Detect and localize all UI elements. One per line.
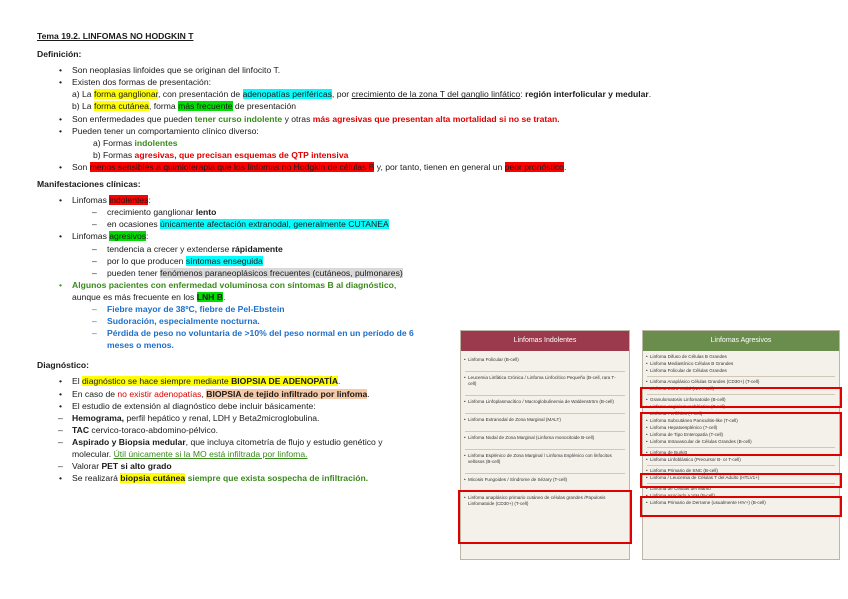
highlight: fenómenos paraneoplásicos frecuentes (cutáneos, pulmonares): [160, 267, 403, 278]
indolent-item: • Linfoma Esplénico de Zona Marginal / Linfoma Esplénico con linfocitos vellosos (B-cell): [461, 453, 629, 465]
divider: [465, 449, 625, 450]
highlight-box: [640, 412, 842, 456]
indolent-item: • Linfoma Extranodal de Zona Marginal (MALT): [461, 417, 629, 423]
aggressive-item: • Linfoma Difuso de Células B Grandes: [643, 354, 839, 360]
highlight: indolentes: [109, 195, 149, 206]
indolent-item: • Micosis Fungoides / Síndrome de Sézary (T-cell): [461, 477, 629, 483]
text: En caso de: [72, 388, 118, 399]
text: :: [520, 89, 526, 100]
clin-agresivos: [37, 230, 837, 242]
text: cervico-toraco-abdomino-pélvico.: [89, 424, 218, 435]
def-bullet-4: • Pueden tener un comportamiento clínico diverso:: [37, 125, 837, 137]
text: Linfomas: [72, 231, 110, 242]
section-diagnostico-heading: Diagnóstico:: [37, 360, 90, 371]
text: pueden tener: [107, 267, 161, 278]
lymphoma-classification-image: [458, 330, 840, 558]
indolent-card-title: Linfomas Indolentes: [461, 331, 629, 351]
divider: [465, 371, 625, 372]
aggressive-item: • Linfoma Angioinmunoblástico (T-cell): [643, 404, 839, 410]
indolent-item: • Linfoma anaplásico primario cutáneo de células grandes /Papulosis Linfomatoide (CD30+) (T-cell): [461, 495, 629, 507]
green-text: indolentes: [134, 137, 178, 148]
text: aunque es más frecuente en los: [72, 291, 197, 302]
text: El: [72, 376, 83, 387]
text: Se realizará: [72, 473, 121, 484]
text: Son enfermedades que pueden: [72, 113, 195, 124]
indolent-list: [461, 351, 629, 507]
aggressive-item: • Linfoma Primario de SNC (B-cell): [643, 468, 839, 474]
text: b) La: [72, 101, 94, 112]
text: ,: [393, 279, 397, 290]
diag-bullet-3: • El estudio de extensión al diagnóstico debe incluir básicamente:: [37, 400, 837, 412]
indolent-item: • Leucemia Linfática Crónica / Linfoma Linfocítico Pequeño (B-cell, rara T-cell): [461, 375, 629, 387]
highlight: forma cutánea: [93, 101, 149, 112]
blue-text: meses o menos.: [107, 340, 174, 351]
text: Son: [72, 161, 90, 172]
clin-blue-1: [37, 303, 837, 315]
text: molecular.: [72, 449, 114, 459]
text: , que incluya citometría de flujo y estudio genético y: [185, 436, 383, 447]
aggressive-item: • Granulomatosis Linfomatoide (B-cell): [643, 397, 839, 403]
text: de presentación: [232, 101, 297, 112]
text: .: [563, 161, 567, 172]
highlight: peor pronóstico: [504, 161, 564, 172]
green-text: Algunos pacientes con enfermedad voluminosa con síntomas B al diagnóstico: [72, 279, 394, 290]
aggressive-item: • Linfoma Anaplásico Células Grandes (CD30+) (T-cell): [643, 379, 839, 385]
aggressive-item: • Linfoma Subcutáneo Paniculitis-like (T-cell): [643, 418, 839, 424]
text: a) Formas: [93, 137, 135, 148]
clin-blue-2: [37, 315, 837, 327]
aggressive-card-title: Linfomas Agresivos: [643, 331, 839, 351]
divider: [465, 395, 625, 396]
clin-ind-dash-2: [37, 218, 837, 230]
document-title: Tema 19.2. LINFOMAS NO HODGKIN T: [37, 31, 194, 41]
text: .: [367, 388, 370, 399]
blue-text: Fiebre mayor de 38ºC, fiebre de Pel-Ebstein: [107, 303, 285, 314]
highlight: agresivos: [109, 231, 147, 242]
def-item-b: [37, 100, 837, 112]
text: crecimiento ganglionar: [107, 207, 196, 218]
divider: [465, 473, 625, 474]
text: :: [148, 195, 151, 206]
def-subitem-b: [37, 149, 837, 161]
def-bullet-5: [37, 161, 837, 173]
highlight: forma ganglionar: [93, 89, 159, 100]
blue-text: Sudoración, especialmente nocturna.: [107, 316, 260, 327]
clin-sintomas-b-line2: [37, 291, 837, 303]
section-definicion-heading: Definición:: [37, 49, 82, 60]
highlight: únicamente afectación extranodal, generalmente CUTANEA: [160, 219, 389, 230]
green-text: siempre que exista sospecha de infiltración.: [185, 473, 369, 484]
bold-text: PET si alto grado: [101, 461, 172, 472]
text: perfil hepático y renal, LDH y Beta2microglobulina.: [124, 412, 320, 423]
clin-agr-dash-1: [37, 243, 837, 255]
highlight: diagnóstico se hace siempre mediante: [82, 376, 232, 387]
aggressive-item: • Linfoma de Células del Manto: [643, 486, 839, 492]
aggressive-item: • Linfoma de Burkitt: [643, 450, 839, 456]
def-subitem-a: [37, 137, 837, 149]
text: a) La: [72, 89, 94, 100]
aggressive-item: • Linfoma Primario de Derrame (usualmente HIV+) (B-cell): [643, 500, 839, 506]
def-bullet-2: • Existen dos formas de presentación:: [37, 76, 837, 88]
text: Valorar: [72, 461, 102, 472]
clin-ind-dash-1: [37, 206, 837, 218]
text: .: [222, 291, 226, 302]
clin-sintomas-b: [37, 279, 837, 291]
aggressive-item: • Linfoma Folicular de Células Grandes: [643, 368, 839, 374]
divider: [647, 376, 835, 377]
aggressive-item: • Linfoma de Tipo Enteropatía (T-cell): [643, 432, 839, 438]
aggressive-item: • Linfoma Mediastínico Células B Grandes: [643, 361, 839, 367]
bold-text: TAC: [72, 424, 90, 435]
aggressive-item: • Linfoma Intravascular de Células Grandes (B-cell): [643, 439, 839, 445]
section-clinica-heading: Manifestaciones clínicas:: [37, 179, 141, 190]
text: en ocasiones: [107, 219, 161, 230]
underlined-text: Útil únicamente si la MO está infiltrada por linfoma.: [113, 449, 308, 459]
divider: [465, 431, 625, 432]
red-text: agresivas, que precisan esquemas de QTP intensiva: [134, 149, 349, 160]
aggressive-item: • Linfoma / Leucemia de Células T del Adulto (HTLV1+): [643, 475, 839, 481]
bold-text: Hemograma,: [72, 412, 125, 423]
text: .: [338, 376, 341, 387]
text: :: [146, 231, 149, 242]
clin-agr-dash-2: [37, 255, 837, 267]
def-item-a: [37, 88, 837, 100]
highlight: BIOPSIA de tejido infiltrado por linfoma: [206, 388, 368, 399]
divider: [647, 465, 835, 466]
aggressive-item: • Linfoma Periférico (T-cell): [643, 411, 839, 417]
highlight: síntomas enseguida: [185, 255, 263, 266]
indolent-item: • Linfoma Folicular (B-cell): [461, 357, 629, 363]
red-text: no existir adenopatías: [117, 388, 202, 399]
bold-text: región interfolicular y medular: [525, 89, 649, 100]
indolent-item: • Linfoma Linfoplasmacítico / Macroglobulinemia de Waldenström (B-cell): [461, 399, 629, 405]
text: b) Formas: [93, 149, 135, 160]
text: .: [648, 89, 652, 100]
aggressive-item: • Linfoma Asociado a VIH (B-cell): [643, 493, 839, 499]
aggressive-item: • Linfoma Linfoblástico (Precursor B- or T-cell): [643, 457, 839, 463]
clin-indolentes: [37, 194, 837, 206]
bold-text: rápidamente: [231, 243, 283, 254]
highlight: menos sensibles a quimioterapia que los linfomas no Hodgkin de células B: [89, 161, 375, 172]
highlight: BIOPSIA DE ADENOPATÍA: [231, 376, 339, 387]
text: Linfomas: [72, 195, 110, 206]
clin-agr-dash-3: [37, 267, 837, 279]
blue-text: Pérdida de peso no voluntaria de >10% del peso normal en un período de 6: [107, 328, 414, 339]
aggressive-item: • Linfoma Hepatoesplénico (?-cell): [643, 425, 839, 431]
highlight-box: [640, 473, 842, 488]
highlight-box: [458, 490, 632, 544]
highlight: LNH B: [196, 291, 223, 302]
green-text: tener curso indolente: [194, 113, 283, 124]
underlined-text: crecimiento de la zona T del ganglio linfático: [351, 89, 521, 100]
text: , por: [331, 89, 352, 100]
text: y otras: [282, 113, 313, 124]
text: tendencia a crecer y extenderse: [107, 243, 232, 254]
highlight-box: [640, 387, 842, 408]
text: y, por tanto, tienen en general un: [374, 161, 505, 172]
text: , forma: [148, 101, 179, 112]
indolent-item: • Linfoma Nodal de Zona Marginal (Linfoma monocitoide B-cell): [461, 435, 629, 441]
bold-text: Aspirado y Biopsia medular: [72, 436, 186, 447]
text: por lo que producen: [107, 255, 186, 266]
text: ,: [201, 388, 207, 399]
red-text: más agresivas que presentan alta mortalidad si no se tratan.: [312, 113, 560, 124]
highlight: biopsia cutánea: [120, 473, 186, 484]
def-bullet-1: • Son neoplasias linfoides que se originan del linfocito T.: [37, 64, 837, 76]
divider: [465, 413, 625, 414]
highlight-box: [640, 496, 842, 517]
text: , con presentación de: [158, 89, 243, 100]
highlight: adenopatías periféricas: [242, 89, 332, 100]
aggressive-item: • Linfoma Extra-nodal (NK T-cell): [643, 386, 839, 392]
def-bullet-3: [37, 113, 837, 125]
highlight: más frecuente: [178, 101, 233, 112]
bold-text: lento: [195, 207, 217, 218]
